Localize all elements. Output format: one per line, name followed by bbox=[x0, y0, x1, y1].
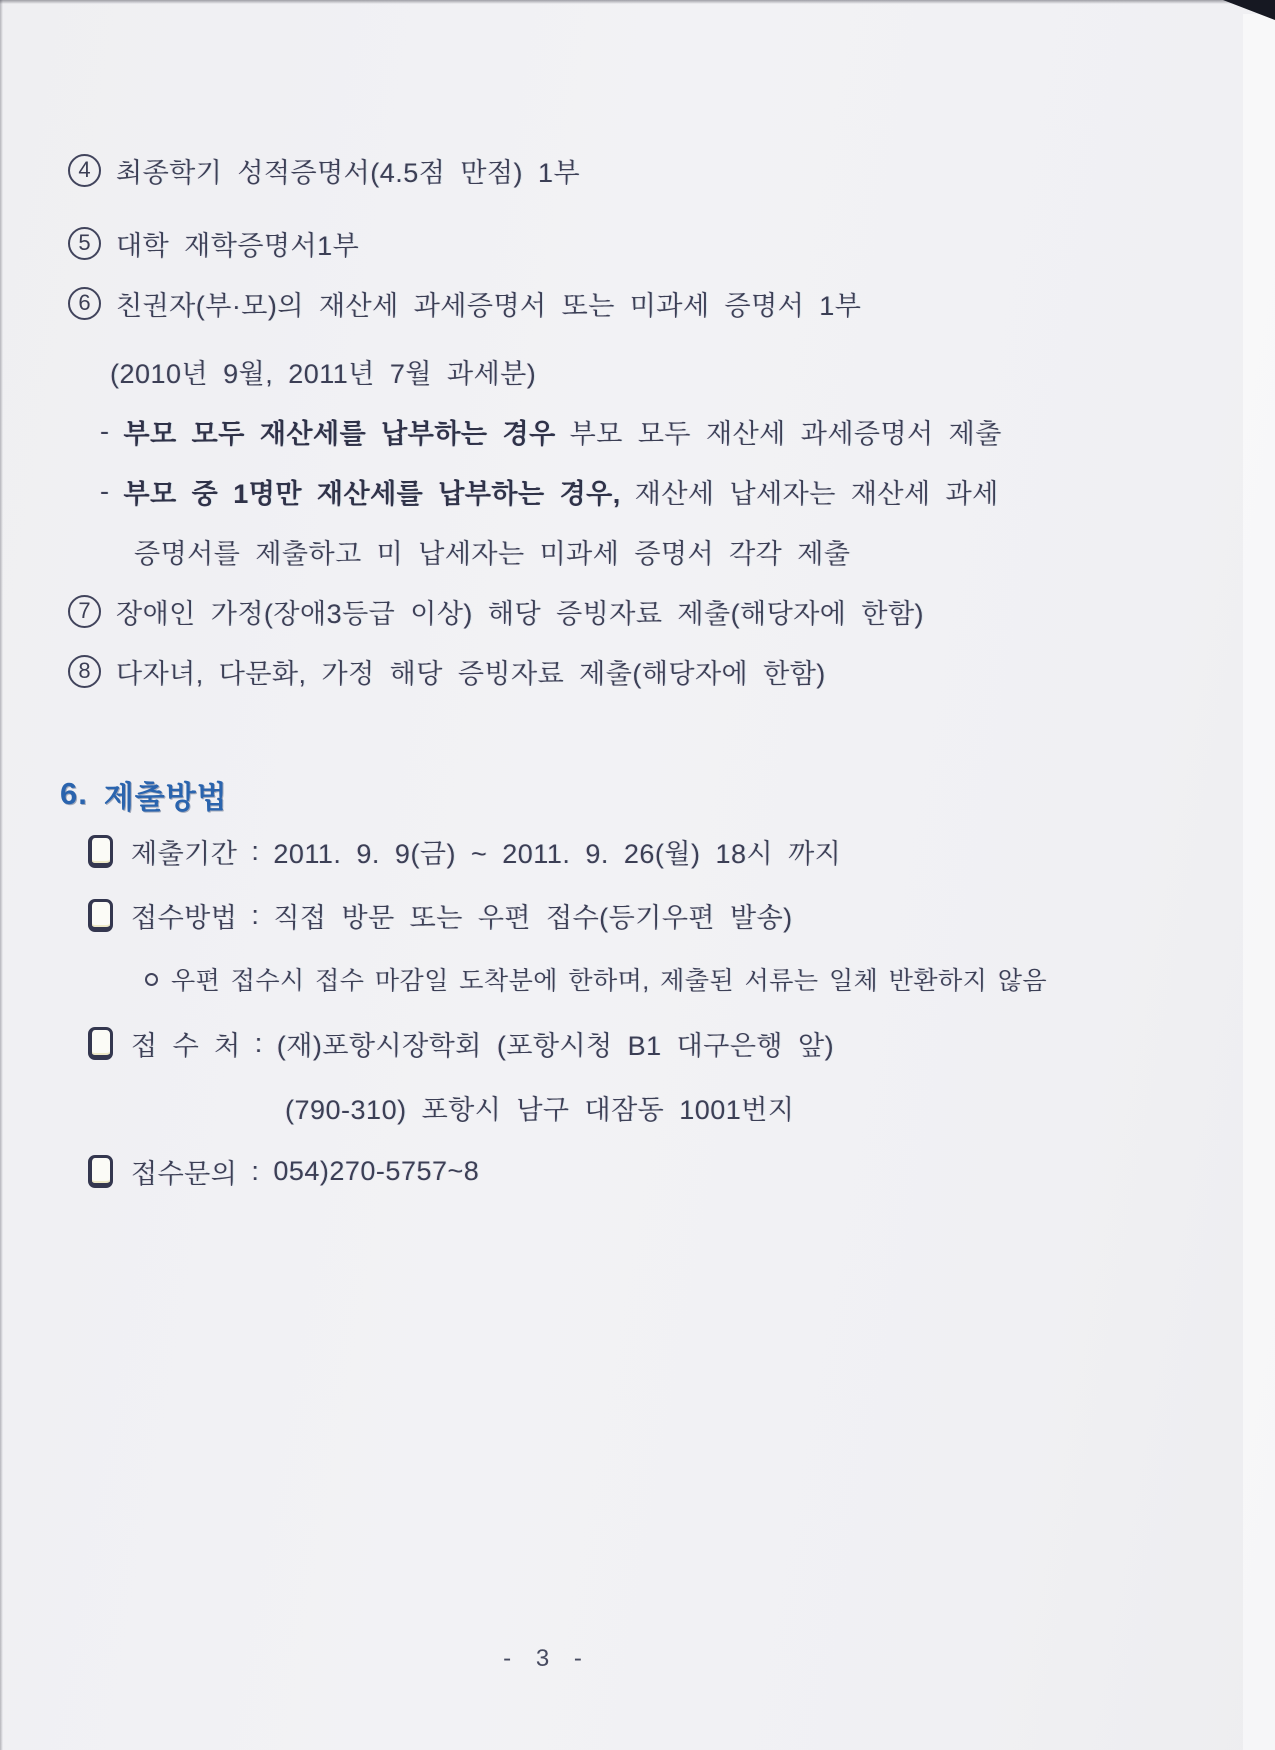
list-item-text: 장애인 가정(장애3등급 이상) 해당 증빙자료 제출(해당자에 한함) bbox=[116, 598, 925, 629]
dash-bullet: - bbox=[100, 415, 110, 446]
list-item-text: 대학 재학증명서1부 bbox=[116, 230, 360, 261]
case-both-parents bbox=[68, 401, 1208, 461]
circled-number-7: 7 bbox=[68, 595, 101, 628]
list-item-text: 친권자(부·모)의 재산세 과세증명서 또는 미과세 증명서 1부 bbox=[116, 290, 862, 321]
submission-place-address bbox=[68, 1075, 1208, 1139]
submission-label: 접 수 처 bbox=[131, 1030, 241, 1061]
checkbox-icon bbox=[88, 835, 113, 868]
scan-left-edge-artifact bbox=[0, 0, 3, 1750]
case-one-parent-action: 재산세 납세자는 재산세 과세 bbox=[634, 478, 999, 509]
list-item-7 bbox=[68, 581, 1208, 641]
submission-value: 직접 방문 또는 우편 접수(등기우편 발송) bbox=[273, 902, 793, 933]
submission-label: 접수방법 bbox=[131, 902, 238, 933]
checkbox-icon bbox=[88, 1155, 113, 1188]
document-body bbox=[60, 140, 1208, 1203]
submission-item-place bbox=[68, 1011, 1208, 1075]
list-item-8 bbox=[68, 641, 1208, 701]
checkbox-icon bbox=[88, 899, 113, 932]
section-title: 제출방법 bbox=[103, 779, 228, 815]
section-heading-submission-method bbox=[60, 769, 1208, 819]
submission-value: 2011. 9. 9(금) ~ 2011. 9. 26(월) 18시 까지 bbox=[273, 838, 842, 869]
list-item-4 bbox=[68, 140, 1208, 200]
circle-bullet-icon bbox=[145, 973, 158, 986]
list-item-text: 다자녀, 다문화, 가정 해당 증빙자료 제출(해당자에 한함) bbox=[116, 658, 826, 689]
list-item-6 bbox=[68, 273, 1208, 333]
list-item-5 bbox=[68, 213, 1208, 273]
case-one-parent-continuation-text: 증명서를 제출하고 미 납세자는 미과세 증명서 각각 제출 bbox=[134, 538, 851, 569]
colon-separator: : bbox=[251, 1155, 260, 1186]
case-one-parent-continuation bbox=[68, 521, 1208, 581]
submission-value: (재)포항시장학회 (포항시청 B1 대구은행 앞) bbox=[276, 1030, 835, 1061]
colon-separator: : bbox=[254, 1027, 263, 1058]
submission-value: 054)270-5757~8 bbox=[273, 1155, 480, 1186]
colon-separator: : bbox=[251, 835, 260, 866]
circled-number-6: 6 bbox=[68, 287, 101, 320]
submission-label: 접수문의 bbox=[131, 1158, 238, 1189]
case-one-parent-condition: 부모 중 1명만 재산세를 납부하는 경우, bbox=[123, 478, 621, 509]
circled-number-5: 5 bbox=[68, 227, 101, 260]
circled-number-4: 4 bbox=[68, 154, 101, 187]
submission-item-method bbox=[68, 883, 1208, 947]
mail-submission-note bbox=[68, 947, 1208, 1011]
scan-top-edge-artifact bbox=[0, 0, 1275, 4]
submission-label: 제출기간 bbox=[131, 838, 238, 869]
dash-bullet: - bbox=[100, 475, 110, 506]
circled-number-8: 8 bbox=[68, 655, 101, 688]
checkbox-icon bbox=[88, 1027, 113, 1060]
list-item-text: 최종학기 성적증명서(4.5점 만점) 1부 bbox=[116, 157, 581, 188]
submission-item-period bbox=[68, 819, 1208, 883]
case-both-parents-condition: 부모 모두 재산세를 납부하는 경우 bbox=[123, 418, 556, 449]
tax-period-note-text: (2010년 9월, 2011년 7월 과세분) bbox=[110, 358, 537, 389]
section-number: 6. bbox=[60, 776, 88, 811]
mail-submission-note-text: 우편 접수시 접수 마감일 도착분에 한하며, 제출된 서류는 일체 반환하지 않음 bbox=[171, 967, 1048, 995]
submission-place-address-text: (790-310) 포항시 남구 대잠동 1001번지 bbox=[285, 1094, 795, 1125]
case-one-parent bbox=[68, 461, 1208, 521]
page-number: - 3 - bbox=[503, 1645, 587, 1672]
tax-period-note bbox=[68, 341, 1208, 401]
case-both-parents-action: 부모 모두 재산세 과세증명서 제출 bbox=[569, 418, 1002, 449]
colon-separator: : bbox=[251, 899, 260, 930]
submission-item-contact bbox=[68, 1139, 1208, 1203]
scan-right-margin bbox=[1243, 14, 1275, 1750]
